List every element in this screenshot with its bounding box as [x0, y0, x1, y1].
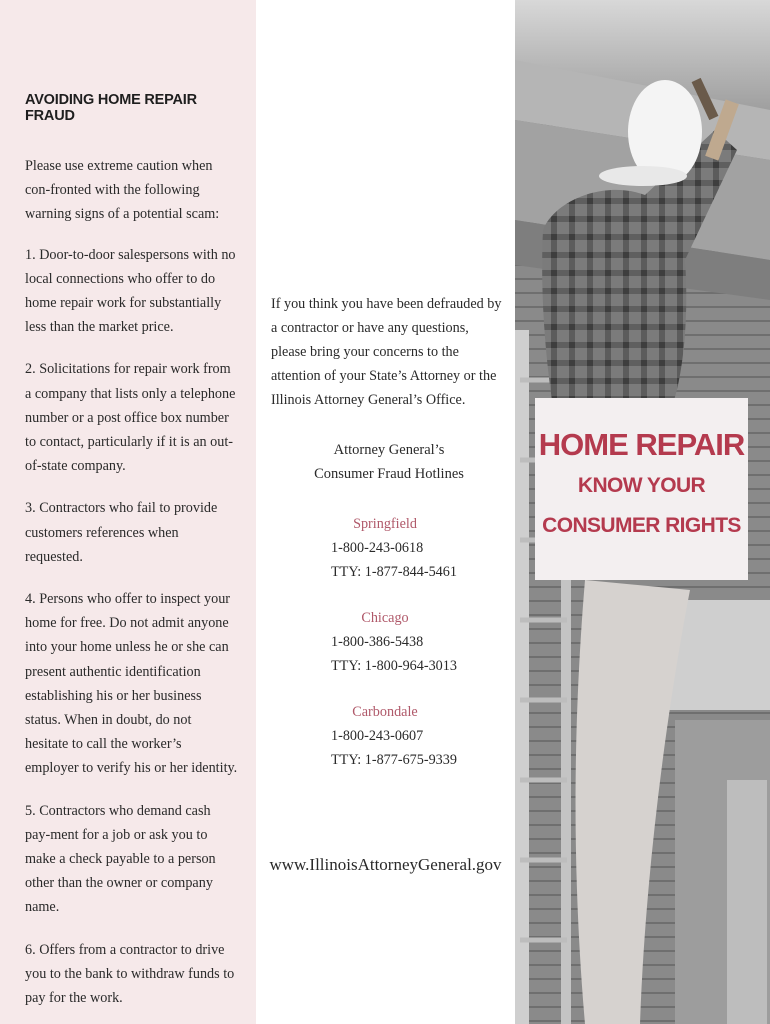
- warning-item-6: 6. Offers from a contractor to drive you to the bank to withdraw funds to pay for the work.: [25, 941, 235, 1007]
- office-phone: 1-800-243-0607: [331, 728, 424, 744]
- hotlines-panel: [256, 0, 515, 1024]
- contact-intro: If you think you have been defrauded by a contractor or have any questions, please bring your concerns to the attention of your State’s Attorney or the Illinois Attorney General’s Office.: [271, 296, 502, 408]
- warning-heading: AVOIDING HOME REPAIR FRAUD: [25, 92, 197, 124]
- warning-item-5: 5. Contractors who demand cash pay-ment for a job or ask you to make a check payable to a person other than the owner or company name.: [25, 802, 216, 916]
- warning-item-1: 1. Door-to-door salespersons with no local connections who offer to do home repair work for substantially less than the market price.: [25, 246, 236, 336]
- office-city: Springfield: [353, 516, 417, 532]
- hotline-title-line-2: Consumer Fraud Hotlines: [314, 466, 464, 482]
- office-tty: TTY: 1-877-675-9339: [331, 752, 457, 768]
- warning-item-4: 4. Persons who offer to inspect your home for free. Do not admit anyone into your home unless he or she can present authentic identification establishing his or her business status. When in doubt, do not hesitate to call the worker’s employer to verify his or her identity.: [25, 591, 238, 777]
- office-city: Chicago: [361, 610, 409, 626]
- office-phone: 1-800-386-5438: [331, 634, 424, 650]
- warning-item-2: 2. Solicitations for repair work from a company that lists only a telephone number or a post office box number to contact, particularly if it is an out-of-state company.: [25, 361, 236, 475]
- office-tty: TTY: 1-877-844-5461: [331, 564, 457, 580]
- cover-panel: [515, 0, 770, 1024]
- cover-subtitle-line-1: KNOW YOUR: [577, 474, 706, 497]
- warning-signs-panel: [0, 0, 256, 1024]
- office-carbondale: [271, 700, 507, 772]
- office-springfield: [271, 512, 507, 584]
- website-url: www.IllinoisAttorneyGeneral.gov: [269, 855, 502, 874]
- hotlines-content: [271, 292, 507, 794]
- warning-intro: Please use extreme caution when con-fronted with the following warning signs of a potential scam:: [25, 158, 220, 223]
- office-tty: TTY: 1-800-964-3013: [331, 658, 457, 674]
- office-phone: 1-800-243-0618: [331, 540, 424, 556]
- cover-title: HOME REPAIR: [538, 427, 745, 462]
- office-chicago: [271, 606, 507, 678]
- hotline-title-line-1: Attorney General’s: [333, 442, 445, 458]
- cover-title-box: [535, 398, 748, 580]
- hotline-title: [271, 438, 507, 486]
- warning-item-3: 3. Contractors who fail to provide customers references when requested.: [25, 500, 218, 565]
- office-city: Carbondale: [352, 704, 418, 720]
- cover-subtitle-line-2: CONSUMER RIGHTS: [542, 514, 741, 537]
